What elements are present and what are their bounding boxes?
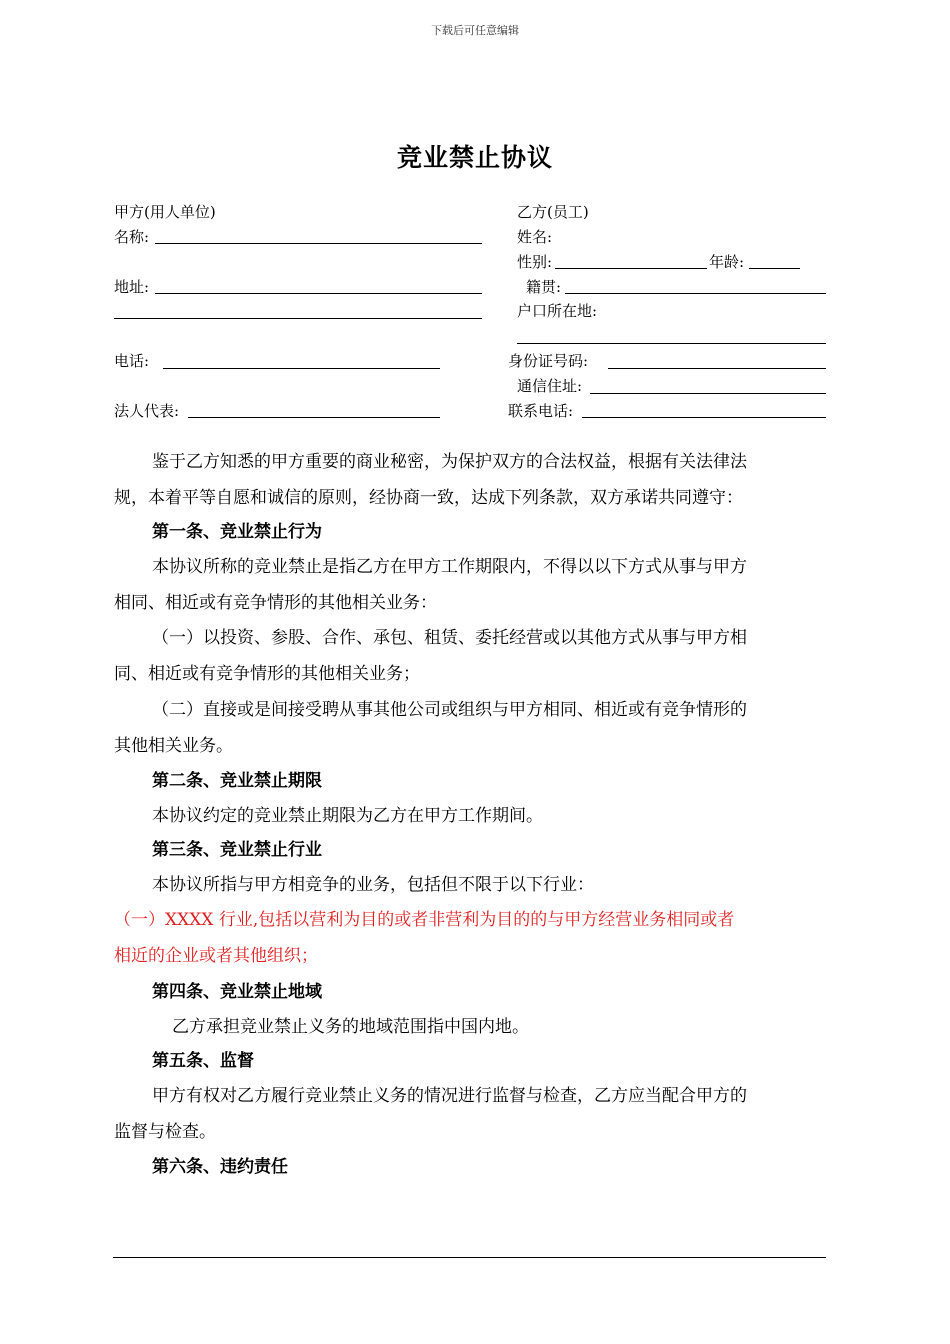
party-a-legal-rep-label: 法人代表: (114, 402, 180, 420)
party-a-legal-rep-field[interactable] (188, 417, 440, 418)
party-b-mail-address-field[interactable] (590, 393, 826, 394)
article-3-p1: 本协议所指与甲方相竞争的业务，包括但不限于以下行业： (152, 875, 594, 895)
party-b-origin-field[interactable] (565, 293, 826, 294)
article-5-heading: 第五条、监督 (152, 1051, 254, 1071)
footer-divider (113, 1257, 826, 1258)
party-a-name-field[interactable] (155, 243, 482, 244)
party-a-address-field-2[interactable] (114, 318, 482, 319)
party-b-age-field[interactable] (749, 268, 800, 269)
party-a-name-label: 名称: (114, 228, 150, 246)
party-b-mail-address-label: 通信住址: (517, 377, 583, 395)
party-a-phone-field[interactable] (163, 368, 440, 369)
article-1-p1-line-1: 本协议所称的竞业禁止是指乙方在甲方工作期限内，不得以以下方式从事与甲方 (152, 557, 747, 577)
article-5-p1-line-2: 监督与检查。 (114, 1122, 216, 1142)
party-b-hukou-label: 户口所在地: (517, 302, 598, 320)
party-b-id-label: 身份证号码: (508, 352, 589, 370)
article-3-item-1-line-2: 相近的企业或者其他组织； (114, 946, 318, 966)
article-1-p1-line-2: 相同、相近或有竞争情形的其他相关业务： (114, 593, 437, 613)
party-b-id-field[interactable] (608, 368, 826, 369)
article-3-item-1-line-1: （一）XXXX 行业,包括以营利为目的或者非营利为目的的与甲方经营业务相同或者 (114, 910, 735, 930)
party-b-age-label: 年龄: (709, 253, 745, 271)
document-title: 竞业禁止协议 (396, 143, 553, 172)
party-b-gender-field[interactable] (555, 268, 707, 269)
article-1-item-1-line-1: （一）以投资、参股、合作、承包、租赁、委托经营或以其他方式从事与甲方相 (152, 628, 747, 648)
party-b-heading: 乙方(员工) (517, 203, 589, 221)
article-4-heading: 第四条、竞业禁止地域 (152, 982, 322, 1002)
party-b-name-label: 姓名: (517, 228, 553, 246)
article-3-heading: 第三条、竞业禁止行业 (152, 840, 322, 860)
party-a-phone-label: 电话: (114, 352, 150, 370)
intro-line-1: 鉴于乙方知悉的甲方重要的商业秘密，为保护双方的合法权益，根据有关法律法 (152, 452, 747, 472)
header-note: 下载后可任意编辑 (431, 24, 519, 37)
party-a-address-label: 地址: (114, 278, 150, 296)
party-b-origin-label: 籍贯: (526, 278, 562, 296)
party-b-contact-phone-field[interactable] (582, 417, 826, 418)
party-b-gender-label: 性别: (517, 253, 553, 271)
party-a-heading: 甲方(用人单位) (114, 203, 216, 221)
article-6-heading: 第六条、违约责任 (152, 1157, 288, 1177)
party-b-hukou-field[interactable] (517, 343, 826, 344)
article-2-heading: 第二条、竞业禁止期限 (152, 771, 322, 791)
article-1-item-2-line-2: 其他相关业务。 (114, 736, 233, 756)
article-4-p1: 乙方承担竞业禁止义务的地域范围指中国内地。 (172, 1017, 529, 1037)
article-1-heading: 第一条、竞业禁止行为 (152, 522, 322, 542)
article-1-item-2-line-1: （二）直接或是间接受聘从事其他公司或组织与甲方相同、相近或有竞争情形的 (152, 700, 747, 720)
article-5-p1-line-1: 甲方有权对乙方履行竞业禁止义务的情况进行监督与检查，乙方应当配合甲方的 (152, 1086, 747, 1106)
party-b-contact-phone-label: 联系电话: (508, 402, 574, 420)
article-2-p1: 本协议约定的竞业禁止期限为乙方在甲方工作期间。 (152, 806, 543, 826)
party-a-address-field[interactable] (155, 293, 482, 294)
article-1-item-1-line-2: 同、相近或有竞争情形的其他相关业务； (114, 664, 420, 684)
intro-line-2: 规，本着平等自愿和诚信的原则，经协商一致，达成下列条款，双方承诺共同遵守： (114, 488, 743, 508)
